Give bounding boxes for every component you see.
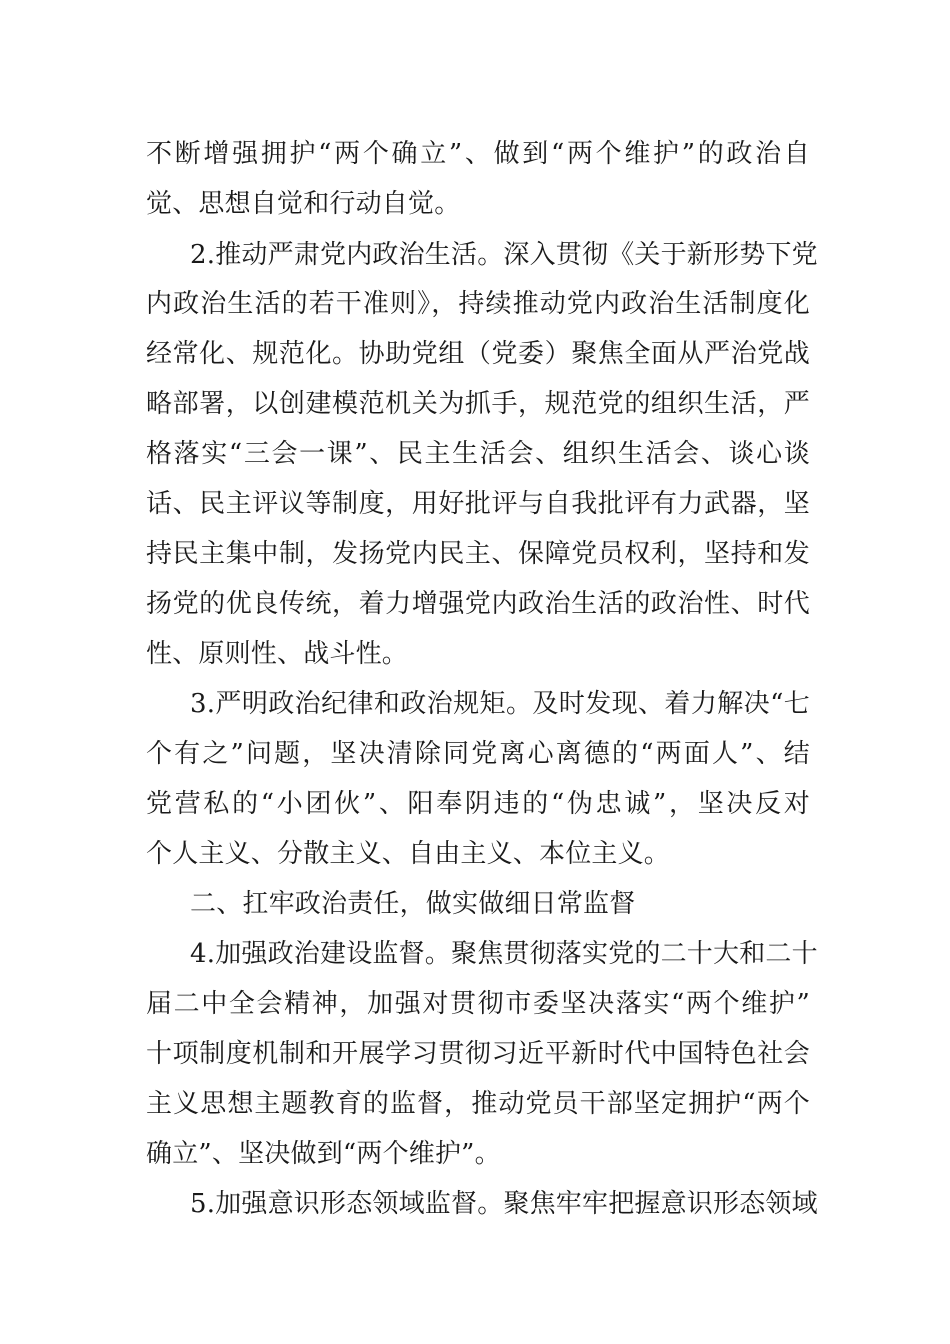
item-3-line-2: 个有之”问题，坚决清除同党离心离德的“两面人”、结 [146,739,810,769]
paragraph-1-line-2: 觉、思想自觉和行动自觉。 [146,189,461,219]
item-2-heading-line: 2.推动严肃党内政治生活。深入贯彻《关于新形势下党 [190,240,818,270]
item-2-line-5: 格落实“三会一课”、民主生活会、组织生活会、谈心谈 [146,439,810,469]
item-4-line-5: 确立”、坚决做到“两个维护”。 [146,1139,501,1169]
item-3-line-3: 党营私的“小团伙”、阳奉阴违的“伪忠诚”，坚决反对 [146,789,810,819]
paragraph-1-line-1: 不断增强拥护“两个确立”、做到“两个维护”的政治自 [146,139,810,169]
item-2-line-2: 内政治生活的若干准则》，持续推动党内政治生活制度化 [146,289,810,319]
item-2-line-7: 持民主集中制，发扬党内民主、保障党员权利，坚持和发 [146,539,810,569]
item-4-heading-line: 4.加强政治建设监督。聚焦贯彻落实党的二十大和二十 [190,939,818,969]
item-4-line-2: 届二中全会精神，加强对贯彻市委坚决落实“两个维护” [146,989,810,1019]
item-4-line-4: 主义思想主题教育的监督，推动党员干部坚定拥护“两个 [146,1089,810,1119]
item-2-line-4: 略部署，以创建模范机关为抓手，规范党的组织生活，严 [146,389,810,419]
item-2-line-6: 话、民主评议等制度，用好批评与自我批评有力武器，坚 [146,489,810,519]
item-5-heading-line: 5.加强意识形态领域监督。聚焦牢牢把握意识形态领域 [190,1189,818,1219]
section-2-heading: 二、扛牢政治责任，做实做细日常监督 [190,889,636,919]
item-4-line-3: 十项制度机制和开展学习贯彻习近平新时代中国特色社会 [146,1039,810,1069]
item-2-line-8: 扬党的优良传统，着力增强党内政治生活的政治性、时代 [146,589,810,619]
item-2-line-9: 性、原则性、战斗性。 [146,639,409,669]
item-2-line-3: 经常化、规范化。协助党组（党委）聚焦全面从严治党战 [146,339,810,369]
item-3-line-4: 个人主义、分散主义、自由主义、本位主义。 [146,839,671,869]
item-3-heading-line: 3.严明政治纪律和政治规矩。及时发现、着力解决“七 [190,689,810,719]
